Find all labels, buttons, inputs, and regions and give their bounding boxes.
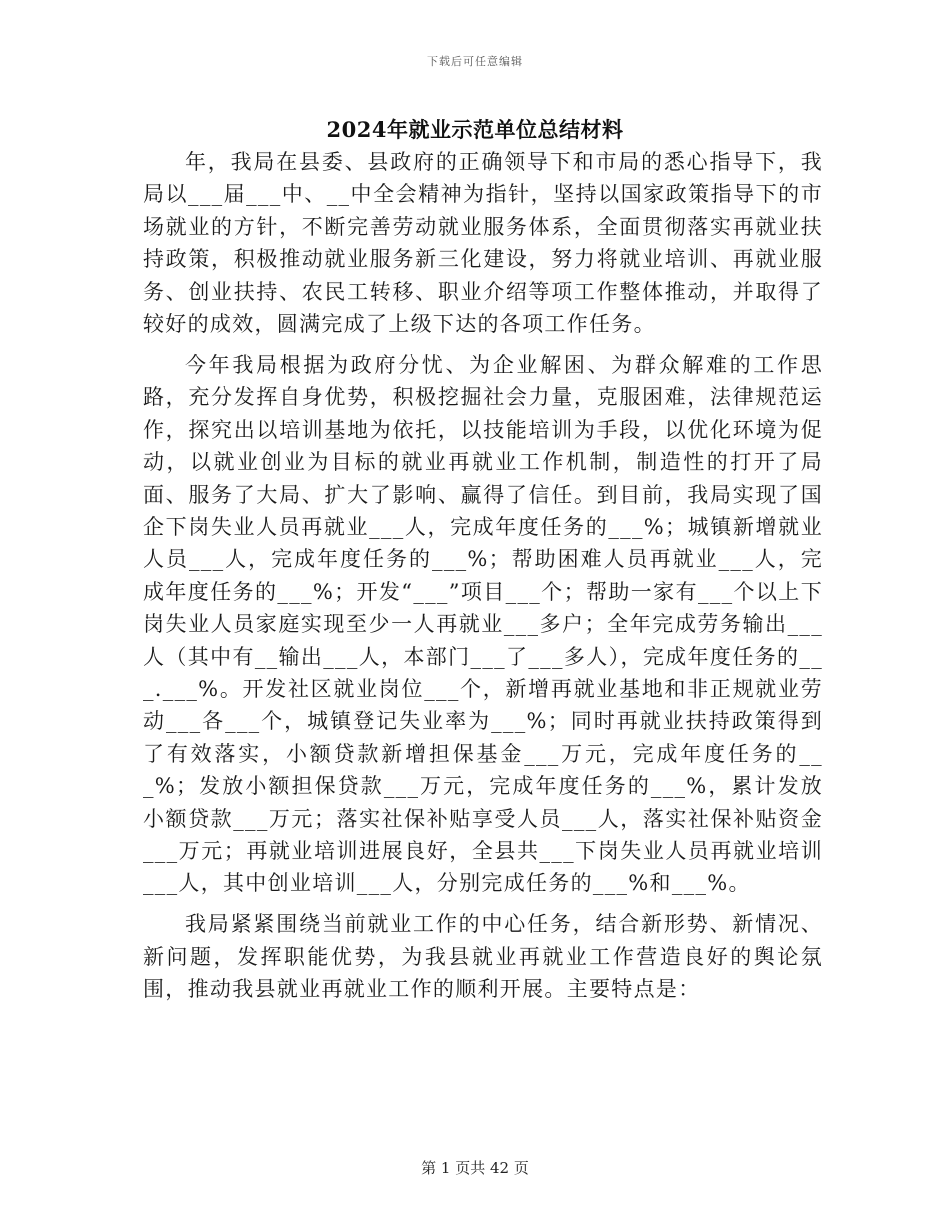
page-footer: 第 1 页共 42 页 (421, 1159, 529, 1177)
document-body (143, 146, 823, 1006)
document-title: 2024年就业示范单位总结材料 (326, 117, 624, 142)
header-note: 下载后可任意编辑 (427, 55, 523, 68)
paragraph-intro: 年，我局在县委、县政府的正确领导下和市局的悉心指导下，我局以___届___中、__中全会精神为指针，坚持以国家政策指导下的市场就业的方针，不断完善劳动就业服务体系，全面贯彻落实再就业扶持政策，积极推动就业服务新三化建设，努力将就业培训、再就业服务、创业扶持、农民工转移、职业介绍等项工作整体推动，并取得了较好的成效，圆满完成了上级下达的各项工作任务。 (143, 150, 823, 337)
paragraph-achievements: 今年我局根据为政府分忧、为企业解困、为群众解难的工作思路，充分发挥自身优势，积极挖掘社会力量，克服困难，法律规范运作，探究出以培训基地为依托，以技能培训为手段，以优化环境为促动，以就业创业为目标的就业再就业工作机制，制造性的打开了局面、服务了大局、扩大了影响、赢得了信任。到目前，我局实现了国企下岗失业人员再就业___人，完成年度任务的___%；城镇新增就业人员___人，完成年度任务的___%；帮助困难人员再就业___人，完成年度任务的___%；开发“___”项目___个；帮助一家有___个以上下岗失业人员家庭实现至少一人再就业___多户；全年完成劳务输出___人（其中有__输出___人，本部门___了___多人），完成年度任务的___.___%。开发社区就业岗位___个，新增再就业基地和非正规就业劳动___各___个，城镇登记失业率为___%；同时再就业扶持政策得到了有效落实，小额贷款新增担保基金___万元，完成年度任务的___%；发放小额担保贷款___万元，完成年度任务的___%，累计发放小额贷款___万元；落实社保补贴享受人员___人，落实社保补贴资金___万元；再就业培训进展良好，全县共___下岗失业人员再就业培训___人，其中创业培训___人，分别完成任务的___%和___%。 (143, 352, 823, 896)
paragraph-features: 我局紧紧围绕当前就业工作的中心任务，结合新形势、新情况、新问题，发挥职能优势，为我县就业再就业工作营造良好的舆论氛围，推动我县就业再就业工作的顺利开展。主要特点是： (143, 912, 823, 1002)
